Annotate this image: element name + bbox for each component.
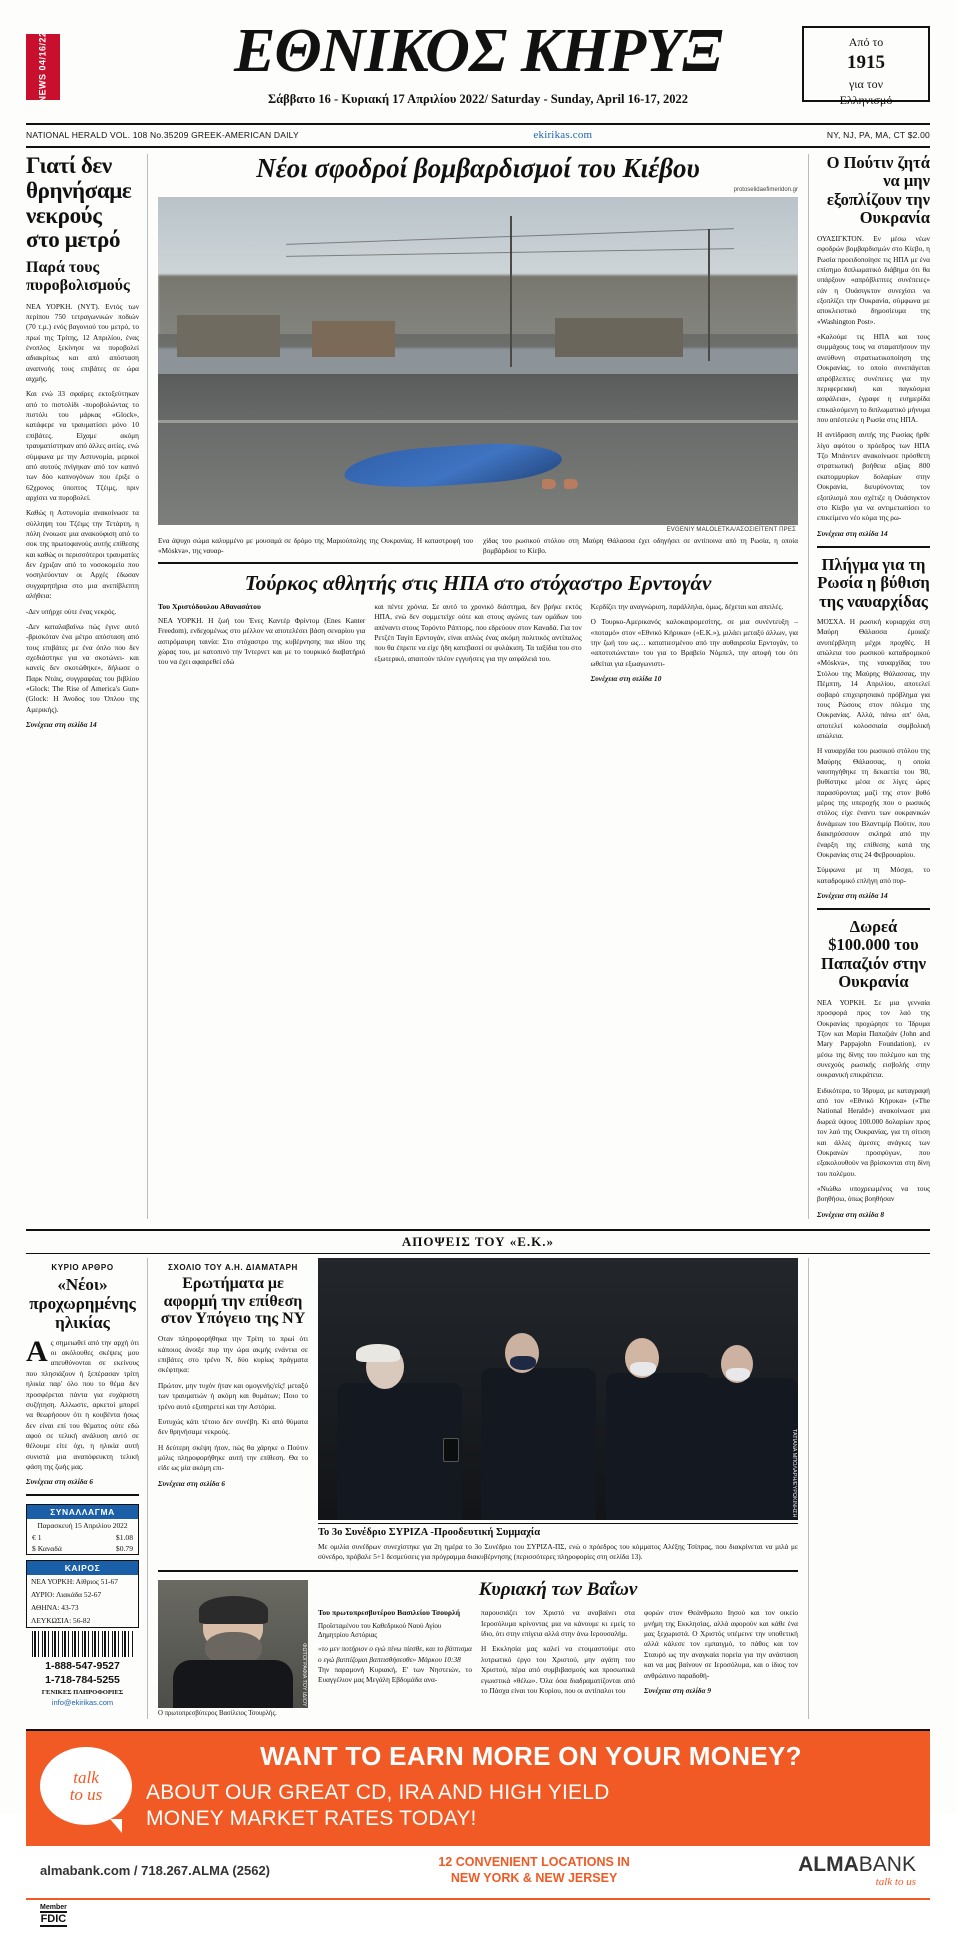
left-p2: Καθώς η Αστυνομία ανακοίνωσε τα σύλληψη του Τζέιμς την Τετάρτη, η πόλη ένοιωσε μια ανακούφιση από το σοκ της πρωτοφανούς αυτής επίθεσης και καθώς οι περισσότεροι τραυματίες δεν έχριζαν από το νοσοκομείο που νοσηλεύονταν οι Αρχές έδωσαν συγχαρητήρια στο μια ανεπίβλεπτη αλήθεια: [26,508,139,601]
fx-cad-label: $ Καναδά [32,1544,62,1554]
right-divider-1 [817,546,930,548]
palm-sunday-columns [318,1608,798,1701]
rt-p2: Η αντίδραση αυτής της Ρωσίας ήρθε λίγο αφότου ο πρόεδρος των ΗΠΑ Τζο Μπάιντεν ανακοίνωσε πρόσθετη στρατιωτική βοήθεια αξίας 800 εκατομμυρίων δολαρίων στην Ουκρανία, διευρύνοντας τον εξοπλισμό που σχέτιζε η Ουάσιγκτον στο Κίεβο για να αντιμετωπίσει το επικείμενο νέο κύμα της ρω- [817,430,930,523]
lead-caption-right: χίδας του ρωσικού στόλου στη Μαύρη Θάλασσα έχει οδηγήσει σε αντίποινα από τη Ρωσία, η οποία βομβάρδισε το Κίεβο. [483,536,798,555]
rb-p2: «Νιώθω υποχρεωμένος να τους βοηθήσω, όπως βοηθήσαν [817,1183,930,1204]
palm-sunday-article [318,1580,798,1719]
palm-sunday-byline: Του πρωτοπρεσβυτέρου Βασιλείου Τσουρλή [318,1608,461,1618]
ad-line-2: MONEY MARKET RATES TODAY! [146,1806,477,1830]
contact-email[interactable]: info@ekirikas.com [51,1697,114,1707]
syriza-photo-credit: ΤΑΤΙΑΝΑ ΜΠΟΛΑΡΗ/ΕΥΡΩΚΙΝΗΣΗ [791,1429,797,1518]
syriza-caption-body: Με ομιλία συνέδρων συνεχίστηκε για 2η ημέρα το 3ο Συνέδριο του ΣΥΡΙΖΑ-ΠΣ, ενώ ο πρόεδρος του κόμματος Αλέξης Τσίπρας, που διακρίνεται να μιλά με σύνεδρο, πρόβαλε 5+1 δεσμεύσεις για πρόγραμμα διακυβέρνησης (περισσότερες πληροφορίες στη σελίδα 13). [318,1541,798,1562]
syriza-phone-icon [443,1438,459,1462]
ta-c3-p0: Κερδίζει την αναγνώριση, παράλληλα, όμως, δέχεται και απειλές. [590,601,784,611]
phone-number-1[interactable]: 1-888-547-9527 [45,1660,120,1673]
palm-sunday-quote: «το μεν ποτήριον ο εγώ πίνω πίεσθε, και το βάπτισμα ο εγώ βαπτίζομαι βαπτισθήσεσθε» Μάρκου 10:38 [318,1644,472,1664]
since-line3: για τον [848,76,884,91]
lead-source-note: protoselidaefimeridon.gr [733,186,798,193]
advertisement[interactable] [26,1729,930,1935]
syriza-mask-3 [630,1362,656,1376]
right-divider-2 [817,908,930,910]
flagship-article-body [817,617,930,886]
since-label: Από το [848,35,884,49]
ad-locations-line2: NEW YORK & NEW JERSEY [450,1870,618,1885]
com-p0: Οταν πληροφορήθηκα την Τρίτη το πρωί ότι κάποιος άνοιξε πυρ την ώρα ακμής ενάντια σε επιβάτες στο τρένο Ν, δύο κυρίως πράγματα σκέφτηκα: [158,1334,308,1375]
volume-info: NATIONAL HERALD VOL. 108 No.35209 GREEK-AMERICAN DAILY [26,130,299,140]
opinions-band: ΑΠΟΨΕΙΣ ΤΟΥ «Ε.Κ.» [26,1229,930,1254]
talk-to-us-bubble-icon [40,1747,132,1825]
left-p1: Και ενώ 33 σφαίρες εκτοξεύτηκαν από το πιστολίδι -πυροβολώντας το πιστόλι του μάρκας «Glock», κατάφερε να τραυματίσει μόνο 10 επιβάτες. Είχαμε ακόμη τραυματίστηκαν από άλλες αιτίες, ενώ σύμφωνα με την Αστυνομία, μερικοί από αυτούς πνίγηκαν από τον καπνό των δύο καπνογόνων που έριξε ο 62χρονος ύποπτος Τζέιμς, πριν αρχίσει να πυροβολεί. [26,389,139,502]
palm-sunday-continue[interactable]: Συνέχεια στη σελίδα 9 [644,1685,712,1695]
rb-p0: ΝΕΑ ΥΟΡΚΗ. Σε μια γενναία προσφορά προς τον λαό της Ουκρανίας προχώρησε το Ίδρυμα Τζον και Μαρία Παπαζιάν (John and Mary Pappajohn Foundation), εν μέσω της δίνης του πολέμου και της συνεχούς ρωσικής εισβολής στην ουκρανική επικράτεια. [817,997,930,1080]
alma-thin: BANK [858,1852,916,1876]
donation-article-headline[interactable]: Δωρεά $100.000 του Παπαζιόν στην Ουκρανία [821,916,926,992]
priest-photo-caption: Ο πρωτοπρεσβύτερος Βασίλειος Τσουρλής. [158,1710,277,1718]
syriza-person-2 [481,1368,596,1520]
ad-locations [438,1855,629,1886]
ps-c2-p1: Η Εκκλησία μας καλεί να ετοιμαστούμε στο λυτρωτικό έργο του Χριστού, μην αγάπη του Χριστού, πέρα από συμβιβασμούς και προσωπικά εγωιστικά «θέλω». Όλα όσα διαδραματίζονται από το Πάσχα είναι του Κυρίου, που οι αντίπαλοι του [481,1644,635,1695]
editorial-divider [26,1494,139,1496]
weather-box [26,1560,139,1628]
donation-article-continue[interactable]: Συνέχεια στη σελίδα 8 [817,1209,885,1219]
putin-article-body [817,234,930,524]
fdic-member-label: Member [40,1903,67,1911]
priest-photo-credit: ΦΩΤΟΓΡΑΦΙΑ ΤΟΥ ΙΔΙΟΥ [301,1642,307,1707]
commentary-label: ΣΧΟΛΙΟ ΤΟΥ Α.Η. ΔΙΑΜΑΤΑΡΗ [168,1262,298,1272]
turkish-athlete-byline: Του Χριστόδουλου Αθανασάτου [158,601,261,611]
ad-line-1: ABOUT OUR GREAT CD, IRA AND HIGH YIELD [146,1781,610,1805]
alma-bold: ALMA [798,1852,859,1876]
donation-article-body [817,998,930,1205]
left-article-body [26,302,139,716]
rb-p1: Ειδικότερα, το Ίδρυμα, με καταγραφή από τον «Εθνικό Κήρυκα» («The National Herald») ανακοίνωσε μια δωρεά ύψους 100.000 δολαρίων προς τον λαό της Ουκρανίας, για τη σίτιση και άλλες άμεσες ανάγκες των Ουκρανών προσφύγων, που εξακολουθούν να βρίσκονται στη δίνη του πολέμου. [817,1085,930,1178]
bubble-line1: talk [73,1768,99,1788]
fdic-logo [40,1904,67,1928]
page-title: ΕΘΝΙΚΟΣ ΚΗΡΥΞ [233,17,723,85]
syriza-person-3 [606,1373,712,1520]
com-p2: Ευτυχώς κάτι τέτοιο δεν συνέβη. Κι από θύματα δεν θρηνήσαμε νεκρούς. [158,1416,308,1437]
weather-row-athens: ΑΘΗΝΑ: 43-73 [31,1603,79,1613]
ta-c1-p0: ΝΕΑ ΥΟΡΚΗ. Η ζωή του Ένες Καντέρ Φρίντομ (Enes Kanter Freedom), ενδεχομένως στο μέλλον να αποτελέσει βάση σεναρίου για ασπρόμαυρη ταινία: Στο στόχαστρο της κυβέρνησης πια ιδίου της χώρας του, με κατοπινό την Ίντερνετ και με το τουρκικό διαβατήριό του να έχει αφαιρεθεί εδώ [158,615,366,667]
flagship-article-headline[interactable]: Πλήγμα για τη Ρωσία η βύθιση της ναυαρχίδας [817,554,930,611]
contact-label: ΓΕΝΙΚΕΣ ΠΛΗΡΟΦΟΡΙΕΣ [41,1688,124,1696]
alma-tagline: talk to us [875,1875,916,1888]
fx-row-cad [27,1543,138,1554]
masthead-info-bar [26,125,930,148]
syriza-photo [318,1258,798,1520]
rm-p1: Η ναυαρχίδα του ρωσικού στόλου της Μαύρης Θάλασσας, η οποία ναυπηγήθηκε τη δεκαετία του '80, βυθίστηκε μέσα σε λίγες ώρες παρασύροντας μαζί της στον βυθό μέρος της υπεροχής που ο ρωσικός στόλος είχε έναντι των ουκρανικών δυνάμεων του Βλαντιμίρ Πούτιν, που διακηρύσσουν σκληρά από την έναρξη της επίθεσης κατά της Ουκρανίας στις 24 Φεβρουαρίου. [817,746,930,859]
commentary-continue[interactable]: Συνέχεια στη σελίδα 6 [158,1478,226,1488]
editorial-continue[interactable]: Συνέχεια στη σελίδα 6 [26,1477,94,1487]
palm-sunday-headline[interactable]: Κυριακή των Βαΐων [478,1579,638,1601]
ps-c2-p0: παρουσιάζει τον Χριστό να αναβαίνει στα Ιεροσόλυμα κρίνοντας μια να κάνουμε κι εμείς το ίδιο, ότι στην επίγεια αλλά στην άνω Ιερουσαλήμ. [481,1608,635,1639]
fx-cad-value: $0.79 [115,1544,133,1554]
syriza-mask-4 [726,1368,750,1381]
lead-photo-credit: EVGENIY MALOLETKA/ΑΣΟΣΙΕΪΤΕΝΤ ΠΡΕΣ [666,526,796,533]
since-line4: Ελληνισμό [839,93,893,108]
weather-title: ΚΑΙΡΟΣ [27,1561,138,1575]
photo-shoe-left [542,479,556,489]
ta-c2-p0: και πέντε χρόνια. Σε αυτό το χρονικό διάστημα, δεν βρήκε εκτός ΗΠΑ, ενώ δεν συμμετείχε ούτε και στους αγώνες των ομάδων του απέναντι στους Τορόντο Ράπτορς, που εδρεύουν στον Καναδά. Για τον Ρετζέπ Ταγίπ Ερντογάν, είναι απλώς ένας ακόμη πολιτικός αντίπαλος που θα έπρεπε να είχε ήδη κατεβασεί σε φυλάκιση. Τα ταξίδια του στο εξωτερικό, απαιτούν πλέον εγγυήσεις για την ασφάλειά του. [374,601,582,663]
news-date-badge [26,31,60,103]
editorial-column [26,1258,148,1720]
ad-main-panel[interactable] [26,1731,930,1843]
masthead [0,0,956,119]
priest-hair [199,1596,268,1624]
lead-caption [158,536,798,564]
priest-photo-block [158,1580,308,1719]
website-link[interactable]: ekirikas.com [533,129,593,141]
syriza-caption-title: Το 3ο Συνέδριο ΣΥΡΙΖΑ -Προοδευτική Συμμαχία [318,1526,541,1538]
photo-building-2 [312,321,395,357]
photo-road-edge [158,420,798,423]
left-p0: ΝΕΑ ΥΟΡΚΗ. (ΝΥΤ). Εντός των περίπου 750 τετραγωνικών ποδιών (70 τ.μ.) ενός βαγονιού του μετρό, το πρωί της Τρίτης, 12 Απριλίου, ένας ένοπλος ξεκίνησε να πυροβολεί αδιακρίτως και από απόσταση αναπνοής τους επιβάτες σε ώρα αιχμής. [26,301,139,384]
photo-building-1 [177,315,279,358]
flagship-article-continue[interactable]: Συνέχεια στη σελίδα 14 [817,890,888,900]
rt-p0: ΟΥΑΣΙΓΚΤΟΝ. Εν μέσω νέων σφοδρών βομβαρδισμών στο Κίεβο, η Ρωσία προειδοποίησε τις ΗΠΑ με ένα επίσημο διπλωματικό διάβημα ότι θα υπάρξουν «απρόβλεπτες συνέπειες» εάν η Ουάσιγκτον συνεχίσει να εξοπλίζει την Ουκρανία, σύμφωνα με αποκλειστικό δημοσίευμα της «Washington Post». [817,233,930,326]
bubble-line2: to us [69,1785,103,1805]
phone-number-2[interactable]: 1-718-784-5255 [45,1673,120,1686]
priest-photo [158,1580,308,1708]
commentary-and-photo [158,1258,798,1563]
lower-grid [26,1254,930,1720]
commentary-block [158,1258,308,1563]
palm-sunday-divider [158,1570,798,1572]
fx-euro-label: € 1 [32,1533,42,1543]
left-article-headline[interactable]: Γιατί δεν θρηνήσαμε νεκρούς στο μετρό [26,153,132,253]
main-grid [26,148,930,1219]
commentary-body [158,1334,308,1473]
turkish-athlete-headline[interactable]: Τούρκος αθλητής στις ΗΠΑ στο στόχαστρο Ερντογάν [244,570,712,595]
palm-sunday-byline2: Προϊσταμένου του Καθεδρικού Ναού Αγίου Δημητρίου Αστόριας [318,1622,442,1640]
rt-p1: «Καλούμε τις ΗΠΑ και τους συμμάχους τους να σταματήσουν την ανεύθυνη στρατιωτικοποίηση της Ουκρανίας, το οποίο συνεπάγεται απρόβλεπτες συνέπειες για την περιφερειακή και παγκόσμια ασφάλεια», έγραφε η ευημερίδα επικαλούμενη το διπλωματικό μήνυμα που απέστειλε η Ρωσία στις ΗΠΑ. [817,332,930,424]
rm-p2: Σύμφωνα με τη Μόσχα, το καταδρομικό επλήγη από πυρ- [817,865,930,885]
photo-shoe-right [564,479,578,489]
exchange-rate-title: ΣΥΝΑΛΛΑΓΜΑ [27,1505,138,1519]
left-article-continue[interactable]: Συνέχεια στη σελίδα 14 [26,720,97,730]
left-p3: -Δεν υπήρχε ούτε ένας νεκρός. [26,606,117,616]
syriza-white-hair [356,1344,400,1362]
masthead-date: Σάββατο 16 - Κυριακή 17 Απριλίου 2022/ Saturday - Sunday, April 16-17, 2022 [267,92,689,106]
lead-headline[interactable]: Νέοι σφοδροί βομβαρδισμοί του Κιέβου [256,153,700,183]
editorial-label: ΚΥΡΙΟ ΑΡΘΡΟ [51,1262,114,1272]
fx-euro-value: $1.08 [115,1533,133,1543]
weather-row-ny: ΝΕΑ ΥΟΡΚΗ: Αίθριος 51-67 [31,1577,118,1587]
palm-sunday-section [158,1580,798,1719]
ad-headline: WANT TO EARN MORE ON YOUR MONEY? [260,1741,802,1772]
left-article-subhead: Παρά τους πυροβολισμούς [26,259,130,294]
exchange-rate-box [26,1504,139,1555]
photo-utility-pole-1 [510,216,512,367]
syriza-person-4 [702,1378,798,1519]
commentary-headline[interactable]: Ερωτήματα με αφορμή την επίθεση στον Υπόγειο της ΝΥ [160,1274,306,1328]
weather-row-tomorrow: ΑΥΡΙΟ: Λιακάδα 52-67 [31,1590,102,1600]
price-info: ΝΥ, ΝJ, ΡΑ, ΜΑ, CT $2.00 [826,130,930,140]
lead-caption-left: Ενα άψυχο σώμα καλυμμένο με μουσαμά σε δρόμο της Μαριούπολης της Ουκρανίας. Η καταστροφή του «Μόskva», της ναυαρ- [158,536,473,555]
photo-building-3 [555,318,683,357]
left-column [26,154,148,1219]
ad-footer[interactable] [26,1844,930,1898]
putin-article-continue[interactable]: Συνέχεια στη σελίδα 14 [817,528,888,538]
since-year: 1915 [847,52,885,74]
ad-locations-line1: 12 CONVENIENT LOCATIONS IN [438,1854,630,1869]
ps-c3-p0: φορών στον Θεάνθρωπο Ιησού και τον οικείο μνήμη της Εκκλησίας, αλλά αφορούν και κάθε ένα μας ξεχωριστά. Ο Χριστός υπέμεινε την υποθετική αλλά κάλεσε τον εμπαιγμό, το πάθος και τον Σταυρό ως την αναγκαία πορεία για την ανάσταση και να μας βαίνουν σε Ιεροσόλυμα, και ο ίδιος τον ανθρώπινο παραδοθή- [644,1608,798,1680]
alma-bank-logo [798,1854,916,1888]
ps-c1-p0: Την παραμονή Κυριακή, Ε' των Νηστειών, το Ευαγγέλιον μας Μεγάλη Εβδομάδα ανα- [318,1665,472,1685]
right-column [808,154,930,1219]
ta-c3-p1: Ο Τουρκο-Αμερικανός καλοκαιρομεσίτης, σε μια συνέντευξη – «ποταμό» στον «Εθνικό Κήρυκα» («Ε.Κ.»), μιλάει μεταξύ άλλων, για την ζωή του ως… καταπιεσμένου από την αυθαιρεσία Ερντογάν, το «αποτυπώνεται» του για το Βραβείο Νόμπελ, την αποφή του ότι ωθείται για εξωαγωνιστι- [590,617,798,668]
putin-article-headline[interactable]: Ο Πούτιν ζητά να μην εξοπλίζουν την Ουκρανία [826,153,930,228]
editorial-p0: Ας σημειωθεί από την αρχή ότι οι ακόλουθες σκέψεις μου απευθύνονται σε εκείνους που πλησιάζουν ή ξεπέρασαν τρίτη ηλικία παρ' όλο που το θέμα δεν προσφέρεται πάντα για ευχάριστη συζήτηση. Αλλωστε, αρκετοί μπορεί να θεωρήσουν ότι η κουβέντα ήσως δεν είναι επί του θέματος ούτε εδώ αφού σε τελική ανάλυση αυτό σε θέλουμε είτε όχι, η ηλικία αυτή συνιστά μια αναπόφευκτη τελική φάση της ζωής μας. [26,1334,139,1472]
syriza-block [318,1258,798,1563]
rm-p0: ΜΟΣΧΑ. Η ρωσική κυριαρχία στη Μαύρη Θάλασσα έμοιαζε ανυπέρβλητη μέχρι προχθές. Η απώλεια του ρωσικού καταδρομικού «Μόskva», της ναυαρχίδας του Στόλου της Μαύρης Θάλασσας, την Πέμπτη, 14 Απριλίου, αποτελεί σοβαρό επιχειρησιακό πρόβλημα για τους Ρώσους στον πόλεμο της Ουκρανίας. Αλλά, πάνω απ' όλα, αποτελεί κολοσσιαία συμβολική απώλεια. [817,616,930,740]
turkish-athlete-continue[interactable]: Συνέχεια στη σελίδα 10 [590,674,662,684]
weather-row-nicosia: ΛΕΥΚΩΣΙΑ: 56-82 [31,1616,91,1626]
barcode [32,1631,133,1657]
center-column [148,154,808,1219]
right-lower-spacer [808,1258,930,1720]
fx-row-euro [27,1532,138,1543]
exchange-rate-date: Παρασκευή 15 Απριλίου 2022 [37,1521,128,1531]
com-p3: Η δεύτερη σκέψη ήταν, πώς θα χάρηκε ο Πούτιν μόλις πληροφορήθηκε αυτή την επίθεση. Θα το είδε ως μία ακόμη επι- [158,1442,308,1473]
priest-cassock [173,1660,293,1709]
center-lower-column [148,1258,808,1720]
turkish-athlete-body [158,602,798,685]
fdic-label: FDIC [40,1911,67,1927]
com-p1: Πρώτον, μην τυχόν ήταν και ομογενής/είς! μεταξύ των τραυματιών ή ακόμη και θυμάτων; Ποιο το τρένο αυτό εξυπηρετεί και την Αστόρια. [158,1380,308,1411]
ad-url[interactable]: almabank.com / 718.267.ALMA (2562) [40,1863,271,1878]
syriza-caption [318,1523,798,1563]
left-p4: -Δεν καταλαβαίνω πώς έγινε αυτό -βρισκόταν ένα μέτρο απόσταση από τους επιβάτες με ένα όπλο που δεν σχεδιάστηκε για να σκοτώνει- και κανείς δεν σκοτώθηκε», δήλωσε ο Παρκ Ντάις, συγγραφέας του βιβλίου «Glock: The Rise of America's Gun» (Glock: Η Άνοδος του Όπλου της Αμερικής). [26,621,139,714]
editorial-headline[interactable]: «Νέοι» προχωρημένης ηλικίας [29,1274,136,1332]
since-1915-badge [802,26,930,108]
news-date-badge-label: NEWS 04/16/22 [38,31,49,103]
lead-photo [158,197,798,525]
